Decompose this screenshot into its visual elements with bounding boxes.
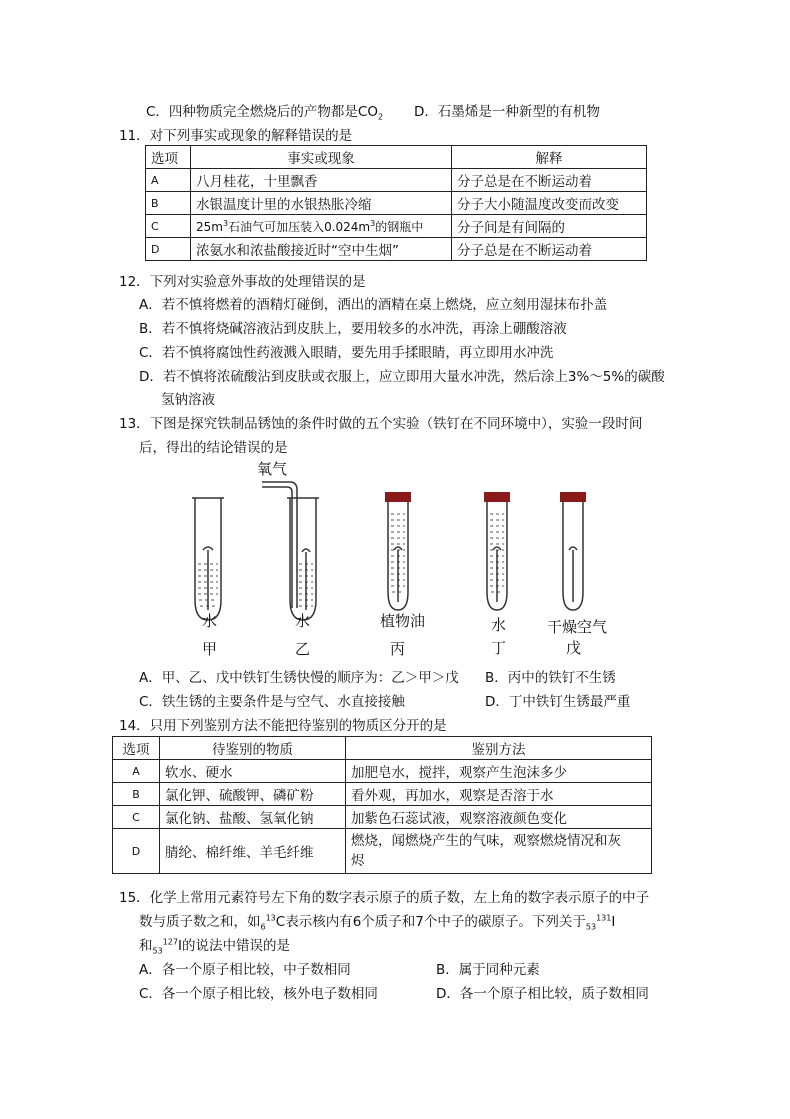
oxygen-label: 氧气 <box>257 460 288 478</box>
q10-option-c: C．四种物质完全燃烧后的产物都是$CO_2$ <box>146 104 384 122</box>
tube-wu <box>560 492 586 610</box>
q11-stem: 11．对下列事实或现象的解释错误的是 <box>119 128 353 144</box>
q12-option-c: C．若不慎将腐蚀性药液溅入眼睛，要先用手揉眼睛，再立即用水冲洗 <box>139 345 554 361</box>
q12-option-d-line2: 氢钠溶液 <box>161 392 215 408</box>
fact-cell: $25m^3$石油气可加压装入$0.024m^3$的钢瓶中 <box>191 215 452 238</box>
q15-option-a: A．各一个原子相比较，中子数相同 <box>139 962 351 978</box>
q12-option-d-line1: D．若不慎将浓硫酸沾到皮肤或衣服上，应立即用大量水冲洗，然后涂上3%～5%的碳酸 <box>139 369 665 385</box>
q13-option-c: C．铁生锈的主要条件是与空气、水直接接触 <box>139 694 405 710</box>
q14-table <box>112 736 652 874</box>
tube-jia-name: 甲 <box>202 640 218 658</box>
q15-option-b: B．属于同种元素 <box>436 962 540 978</box>
tube-ding-name: 丁 <box>491 639 507 657</box>
q13-option-d: D．丁中铁钉生锈最严重 <box>485 694 631 710</box>
nail-icon <box>394 547 402 602</box>
nail-icon <box>493 547 501 602</box>
table-header: 选项 待鉴别的物质 鉴别方法 <box>113 737 652 760</box>
q12-stem: 12．下列对实验意外事故的处理错误的是 <box>119 274 366 290</box>
tube-yi-name: 乙 <box>295 640 311 658</box>
table-row: C 氯化钠、盐酸、氢氧化钠 加紫色石蕊试液，观察溶液颜色变化 <box>113 806 652 829</box>
tube-yi-label: 水 <box>295 612 311 630</box>
table-row: B 氯化钾、硫酸钾、磷矿粉 看外观，再加水，观察是否溶于水 <box>113 783 652 806</box>
nail-icon <box>302 549 310 610</box>
q15-line1: 15．化学上常用元素符号左下角的数字表示原子的质子数，左上角的数字表示原子的中子 <box>119 890 650 906</box>
q11-table <box>145 145 647 261</box>
tube-bing-label: 植物油 <box>380 612 426 630</box>
tube-ding-label: 水 <box>491 616 507 634</box>
table-row: A 八月桂花，十里飘香 分子总是在不断运动着 <box>146 169 647 192</box>
q10-option-d: D．石墨烯是一种新型的有机物 <box>414 104 600 120</box>
q12-option-a: A．若不慎将燃着的酒精灯碰倒，洒出的酒精在桌上燃烧，应立刻用湿抹布扑盖 <box>139 297 608 313</box>
tube-yi <box>262 482 319 620</box>
tube-jia <box>192 498 224 620</box>
q12-option-b: B．若不慎将烧碱溶液沾到皮肤上，要用较多的水冲洗，再涂上硼酸溶液 <box>139 321 567 337</box>
table-row: A 软水、硬水 加肥皂水，搅拌，观察产生泡沫多少 <box>113 760 652 783</box>
q15-option-c: C．各一个原子相比较，核外电子数相同 <box>139 986 378 1002</box>
q15-option-d: D．各一个原子相比较，质子数相同 <box>436 986 649 1002</box>
q13-stem-line2: 后，得出的结论错误的是 <box>139 440 288 456</box>
table-row: D 腈纶、棉纤维、羊毛纤维 燃烧，闻燃烧产生的气味，观察燃烧情况和灰 烬 <box>113 829 652 874</box>
tube-wu-label: 干燥空气 <box>547 618 608 636</box>
q15-line3: 和$_{53}^{127}$I的说法中错误的是 <box>139 937 290 956</box>
tube-ding <box>484 492 510 610</box>
table-row: B 水银温度计里的水银热胀冷缩 分子大小随温度改变而改变 <box>146 192 647 215</box>
tube-bing-name: 丙 <box>390 640 406 658</box>
nail-icon <box>203 547 213 610</box>
tube-jia-label: 水 <box>202 612 218 630</box>
tube-wu-name: 戊 <box>566 639 582 657</box>
q15-line2: 数与质子数之和，如$_6^{13}$C表示核内有6个质子和7个中子的碳原子。下列关于$_{53}^{131}$I <box>139 913 616 932</box>
tube-bing <box>385 492 411 610</box>
table-row: C $25m^3$石油气可加压装入$0.024m^3$的钢瓶中 分子间是有间隔的 <box>146 215 647 238</box>
nail-icon <box>569 547 577 602</box>
q13-stem-line1: 13．下图是探究铁制品锈蚀的条件时做的五个实验（铁钉在不同环境中），实验一段时间 <box>119 416 643 432</box>
method-cell: 燃烧，闻燃烧产生的气味，观察燃烧情况和灰 烬 <box>346 829 652 874</box>
table-header: 选项 事实或现象 解释 <box>146 146 647 169</box>
table-row: D 浓氨水和浓盐酸接近时“空中生烟” 分子总是在不断运动着 <box>146 238 647 261</box>
q13-option-a: A．甲、乙、戊中铁钉生锈快慢的顺序为：乙＞甲＞戊 <box>139 670 459 686</box>
q13-option-b: B．丙中的铁钉不生锈 <box>485 670 616 686</box>
q14-stem: 14．只用下列鉴别方法不能把待鉴别的物质区分开的是 <box>119 718 447 734</box>
